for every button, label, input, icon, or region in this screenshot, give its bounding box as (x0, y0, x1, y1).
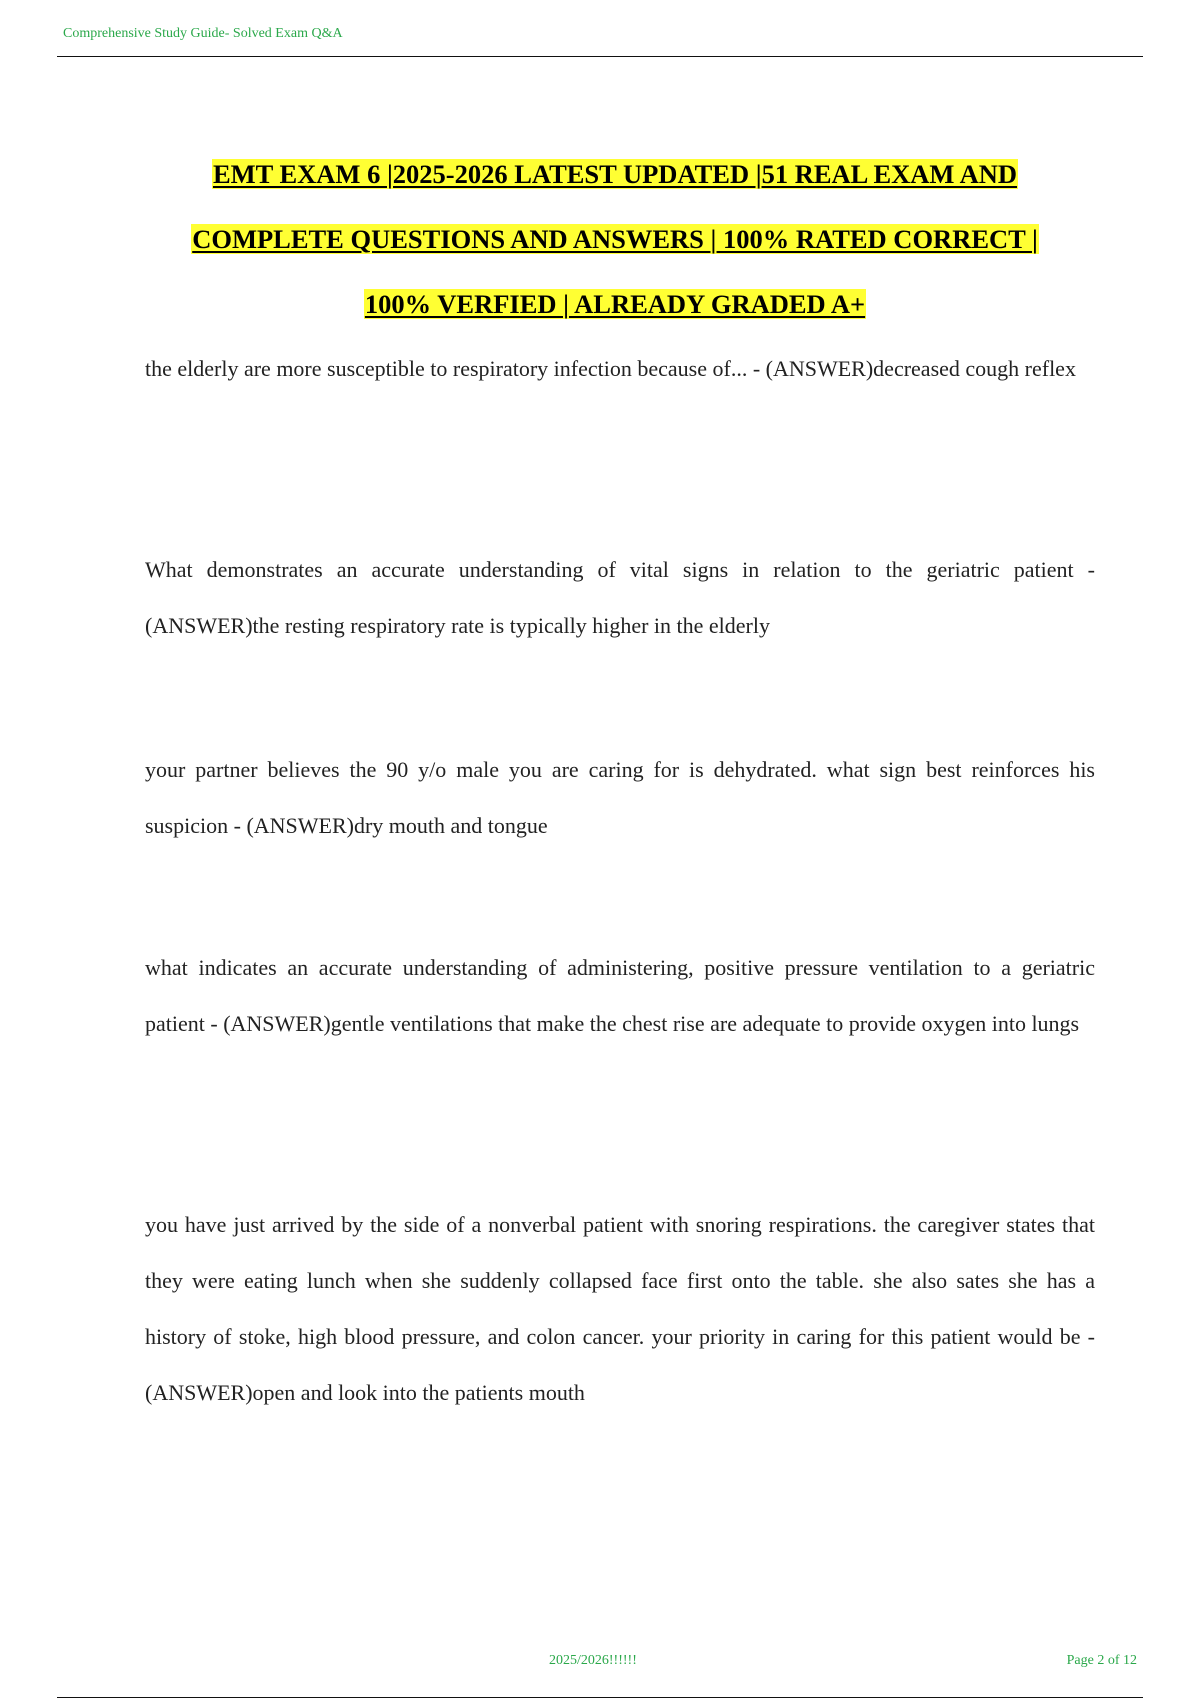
qa-item: what indicates an accurate understanding of administering, positive pressure ventilation to a geriatric patient - (ANSWER)gentle ventilations that make the chest rise are adequate to provide oxygen into lungs (145, 955, 1095, 1036)
header-rule (57, 56, 1143, 57)
qa-item: What demonstrates an accurate understanding of vital signs in relation to the geriatric patient - (ANSWER)the resting respiratory rate is typically higher in the elderly (145, 557, 1095, 638)
qa-item: your partner believes the 90 y/o male you are caring for is dehydrated. what sign best reinforces his suspicion - (ANSWER)dry mouth and tongue (145, 757, 1095, 838)
footer-year-text: 2025/2026!!!!!! (549, 1653, 637, 1668)
qa-item: you have just arrived by the side of a nonverbal patient with snoring respirations. the caregiver states that they were eating lunch when she suddenly collapsed face first onto the table. she also sates she has a history of stoke, high blood pressure, and colon cancer. your priority in caring for this patient would be - (ANSWER)open and look into the patients mouth (145, 1212, 1095, 1405)
running-header: Comprehensive Study Guide- Solved Exam Q&A (63, 26, 343, 41)
page-number: Page 2 of 12 (1066, 1653, 1137, 1668)
title-line-2-wrap (130, 207, 1100, 272)
document-title (130, 142, 1100, 337)
footer-rule (57, 1697, 1143, 1698)
title-line-3: 100% VERFIED | ALREADY GRADED A+ (364, 289, 866, 319)
qa-item: the elderly are more susceptible to respiratory infection because of... - (ANSWER)decreased cough reflex (145, 356, 1076, 381)
title-line-1: EMT EXAM 6 |2025-2026 LATEST UPDATED |51 REAL EXAM AND (212, 159, 1018, 189)
title-line-2: COMPLETE QUESTIONS AND ANSWERS | 100% RATED CORRECT | (192, 224, 1038, 254)
title-line-1-wrap (130, 142, 1100, 207)
title-line-3-wrap (130, 272, 1100, 337)
